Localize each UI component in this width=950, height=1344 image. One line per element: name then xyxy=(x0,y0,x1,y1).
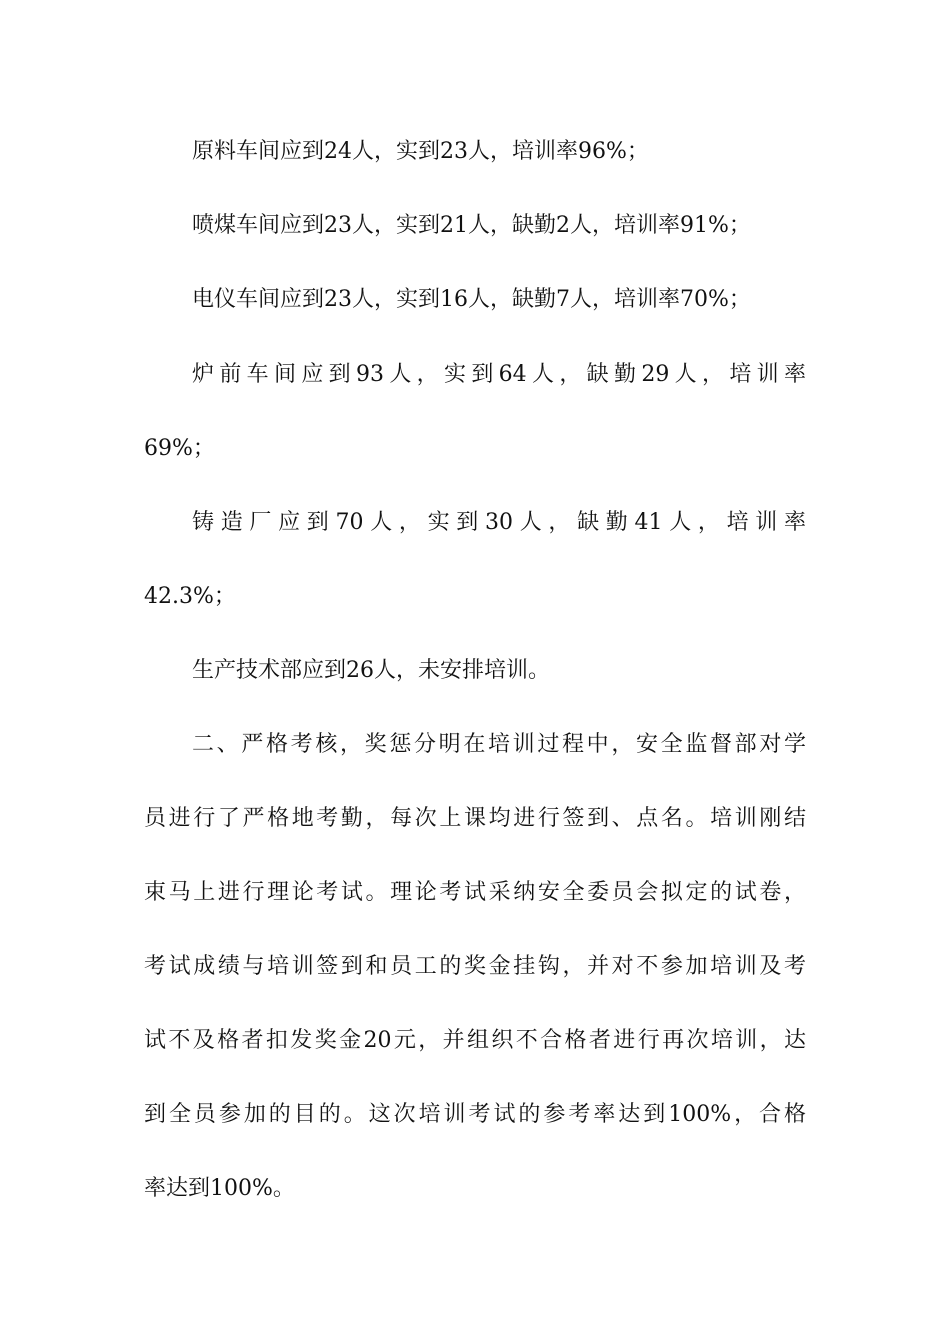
section2-line: 员进行了严格地考勤，每次上课均进行签到、点名。培训刚结 xyxy=(144,806,806,831)
section2-line: 二、严格考核，奖惩分明在培训过程中，安全监督部对学 xyxy=(192,732,806,757)
stat-line-coal-injection: 喷煤车间应到23人，实到21人，缺勤2人，培训率91%； xyxy=(192,213,751,238)
section2-line-last: 率达到100%。 xyxy=(144,1176,295,1201)
stat-line-electrical: 电仪车间应到23人，实到16人，缺勤7人，培训率70%； xyxy=(192,287,751,312)
section2-line: 试不及格者扣发奖金20元，并组织不合格者进行再次培训，达 xyxy=(144,1028,806,1053)
section2-line: 考试成绩与培训签到和员工的奖金挂钩，并对不参加培训及考 xyxy=(144,954,806,979)
stat-line-furnace-cont: 69%； xyxy=(144,436,215,461)
stat-line-foundry: 铸造厂应到70人，实到30人，缺勤41人，培训率 xyxy=(192,510,806,535)
stat-line-foundry-cont: 42.3%； xyxy=(144,584,236,609)
section2-line: 束马上进行理论考试。理论考试采纳安全委员会拟定的试卷， xyxy=(144,880,806,905)
stat-line-production-tech: 生产技术部应到26人，未安排培训。 xyxy=(192,658,550,683)
stat-line-raw-material: 原料车间应到24人，实到23人，培训率96%； xyxy=(192,139,649,164)
section2-line: 到全员参加的目的。这次培训考试的参考率达到100%，合格 xyxy=(144,1102,806,1127)
stat-line-furnace: 炉前车间应到93人，实到64人，缺勤29人，培训率 xyxy=(192,362,806,387)
